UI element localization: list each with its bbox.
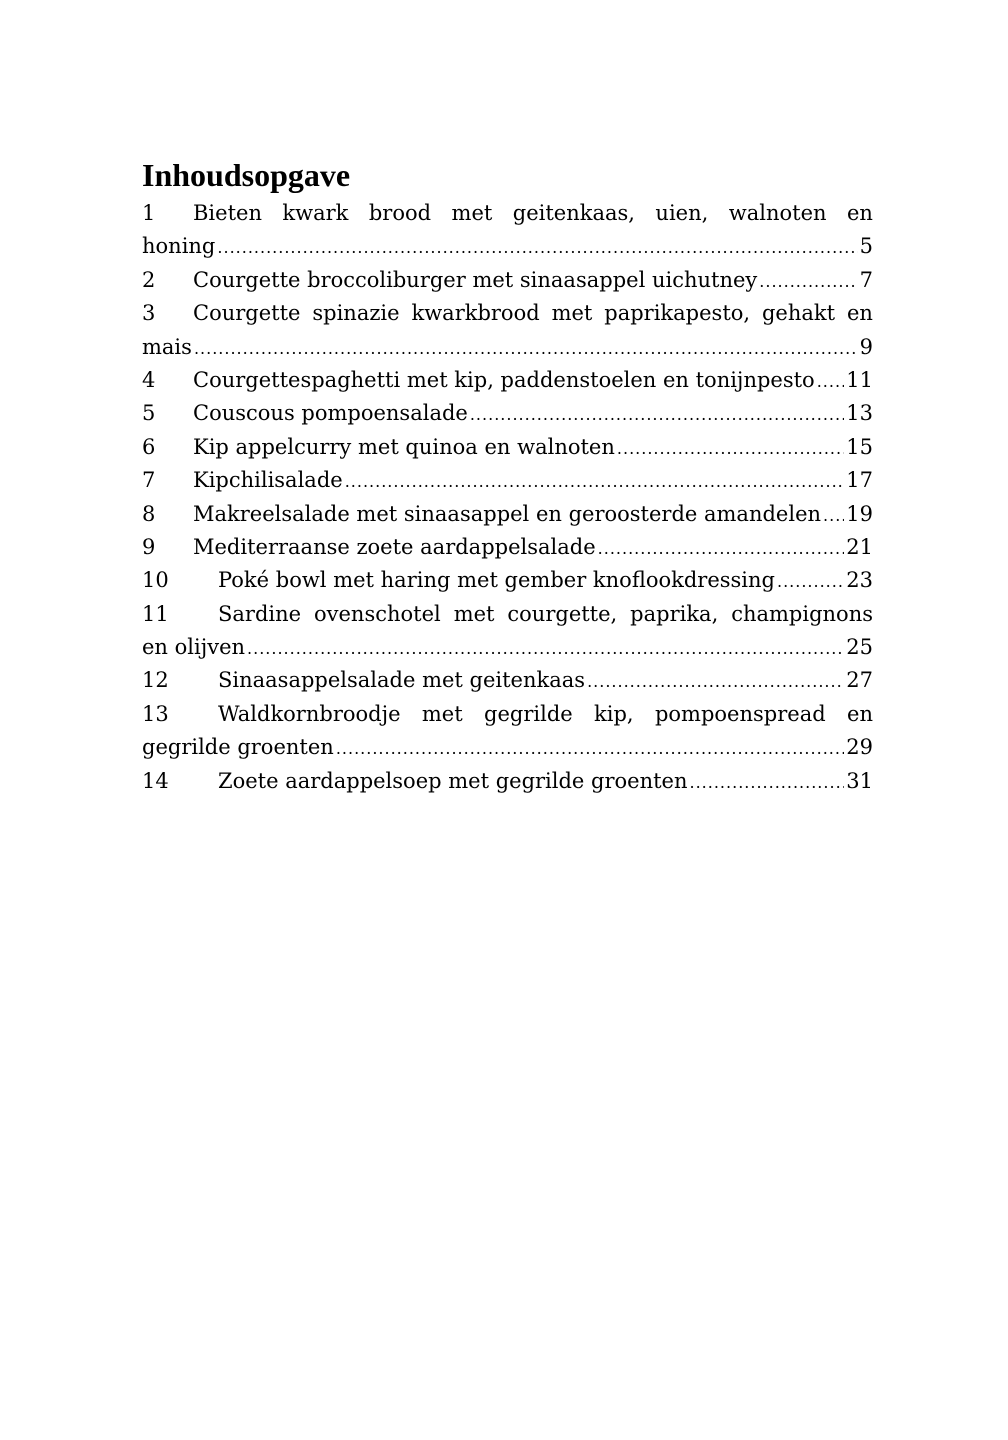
toc-entry-title: Courgettespaghetti met kip, paddenstoelen en tonijnpesto	[193, 367, 815, 392]
toc-entry-title-part2: en olijven	[142, 635, 246, 660]
toc-entry[interactable]	[142, 765, 873, 798]
toc-entry-word: champignons	[731, 601, 873, 626]
toc-entry-word: Waldkornbroodje	[218, 701, 401, 726]
dot-leader	[617, 432, 844, 465]
toc-entry-number: 3	[142, 301, 156, 326]
toc-entry-title-part1	[193, 197, 873, 230]
toc-entry-number: 12	[142, 668, 169, 693]
toc-entry-word: paprika,	[630, 601, 719, 626]
dot-leader	[598, 532, 845, 565]
toc-entry-word: en	[847, 701, 873, 726]
toc-entry-number: 13	[142, 701, 169, 726]
toc-entry[interactable]	[142, 698, 873, 765]
toc-entry-number: 14	[142, 768, 169, 793]
toc-entry-word: met	[421, 701, 463, 726]
dot-leader	[336, 732, 844, 765]
toc-page-number: 23	[846, 568, 873, 593]
toc-entry-word: courgette,	[507, 601, 618, 626]
toc-entry-number: 1	[142, 201, 156, 225]
toc-entry-word: geitenkaas,	[512, 201, 635, 225]
toc-page-number: 5	[859, 234, 873, 259]
toc-entry-word: Bieten	[193, 201, 262, 225]
toc-page-number: 31	[846, 768, 873, 793]
dot-leader	[690, 766, 845, 799]
toc-page-number: 9	[859, 334, 873, 359]
dot-leader	[194, 332, 858, 365]
toc-entry-word: walnoten	[728, 201, 827, 225]
dot-leader	[345, 465, 845, 498]
toc-entry-number: 6	[142, 434, 156, 459]
toc-entry-number: 7	[142, 468, 156, 493]
toc-entry-title: Mediterraanse zoete aardappelsalade	[193, 534, 596, 559]
toc-entry-title-part2: mais	[142, 334, 192, 359]
dot-leader	[217, 231, 857, 264]
toc-entry-word: met	[551, 301, 593, 326]
toc-page-number: 29	[846, 735, 873, 760]
toc-entry-number: 8	[142, 501, 156, 526]
toc-title: Inhoudsopgave	[142, 157, 351, 193]
toc-entry-title-part1	[218, 598, 873, 631]
toc-page-number: 25	[846, 635, 873, 660]
toc-entry-word: gegrilde	[484, 701, 573, 726]
dot-leader	[759, 265, 857, 298]
toc-entry-word: kwarkbrood	[411, 301, 540, 326]
toc-page-number: 17	[846, 468, 873, 493]
toc-entry[interactable]	[142, 297, 873, 364]
toc-entry-word: ovenschotel	[314, 601, 441, 626]
toc-entry-word: Sardine	[218, 601, 302, 626]
toc-entry-number: 5	[142, 401, 156, 426]
toc-entry-word: kwark	[282, 201, 349, 225]
toc-entry-title: Couscous pompoensalade	[193, 401, 468, 426]
toc-page-number: 15	[846, 434, 873, 459]
toc-page-number: 21	[846, 534, 873, 559]
toc-entry-title: Courgette broccoliburger met sinaasappel uichutney	[193, 267, 758, 292]
toc-entry-number: 2	[142, 267, 156, 292]
toc-entry[interactable]	[142, 564, 873, 597]
toc-entry[interactable]	[142, 531, 873, 564]
toc-entry-word: paprikapesto,	[604, 301, 751, 326]
toc-entry[interactable]	[142, 197, 873, 264]
toc-entry[interactable]	[142, 464, 873, 497]
toc-entry-word: en	[846, 201, 873, 225]
toc-entry-title: Kip appelcurry met quinoa en walnoten	[193, 434, 615, 459]
toc-page-number: 13	[846, 401, 873, 426]
toc-page-number: 7	[859, 267, 873, 292]
toc-entry-title-part1	[193, 297, 873, 330]
toc-entry-title-part2: gegrilde groenten	[142, 735, 334, 760]
dot-leader	[817, 365, 845, 398]
toc-list	[142, 197, 873, 798]
dot-leader	[823, 499, 844, 532]
toc-page-number: 11	[846, 367, 873, 392]
toc-entry-word: en	[846, 301, 873, 326]
toc-entry-word: kip,	[594, 701, 634, 726]
toc-entry-number: 9	[142, 534, 156, 559]
toc-entry-word: met	[451, 201, 493, 225]
toc-entry-word: brood	[368, 201, 432, 225]
toc-entry-word: spinazie	[312, 301, 400, 326]
toc-entry-word: gehakt	[761, 301, 836, 326]
toc-entry-word: pompoenspread	[654, 701, 826, 726]
dot-leader	[777, 565, 844, 598]
toc-entry-number: 4	[142, 367, 156, 392]
toc-entry[interactable]	[142, 397, 873, 430]
toc-page-number: 27	[846, 668, 873, 693]
toc-entry-word: met	[453, 601, 495, 626]
toc-entry-word: uien,	[655, 201, 709, 225]
toc-entry[interactable]	[142, 598, 873, 665]
toc-entry-title: Poké bowl met haring met gember knoflookdressing	[218, 568, 775, 593]
dot-leader	[470, 398, 844, 431]
table-of-contents	[142, 155, 873, 798]
toc-entry-title: Zoete aardappelsoep met gegrilde groenten	[218, 768, 688, 793]
toc-entry-number: 11	[142, 601, 169, 626]
toc-page-number: 19	[846, 501, 873, 526]
toc-entry[interactable]	[142, 498, 873, 531]
toc-entry-title-part2: honing	[142, 234, 216, 259]
toc-entry[interactable]	[142, 364, 873, 397]
toc-entry[interactable]	[142, 431, 873, 464]
toc-entry[interactable]	[142, 664, 873, 697]
toc-entry-word: Courgette	[193, 301, 301, 326]
dot-leader	[587, 665, 844, 698]
toc-entry-title: Kipchilisalade	[193, 468, 343, 493]
toc-entry[interactable]	[142, 264, 873, 297]
dot-leader	[247, 632, 844, 665]
toc-entry-title: Sinaasappelsalade met geitenkaas	[218, 668, 586, 693]
toc-entry-number: 10	[142, 568, 169, 593]
toc-entry-title-part1	[218, 698, 873, 731]
toc-entry-title: Makreelsalade met sinaasappel en geroosterde amandelen	[193, 501, 822, 526]
